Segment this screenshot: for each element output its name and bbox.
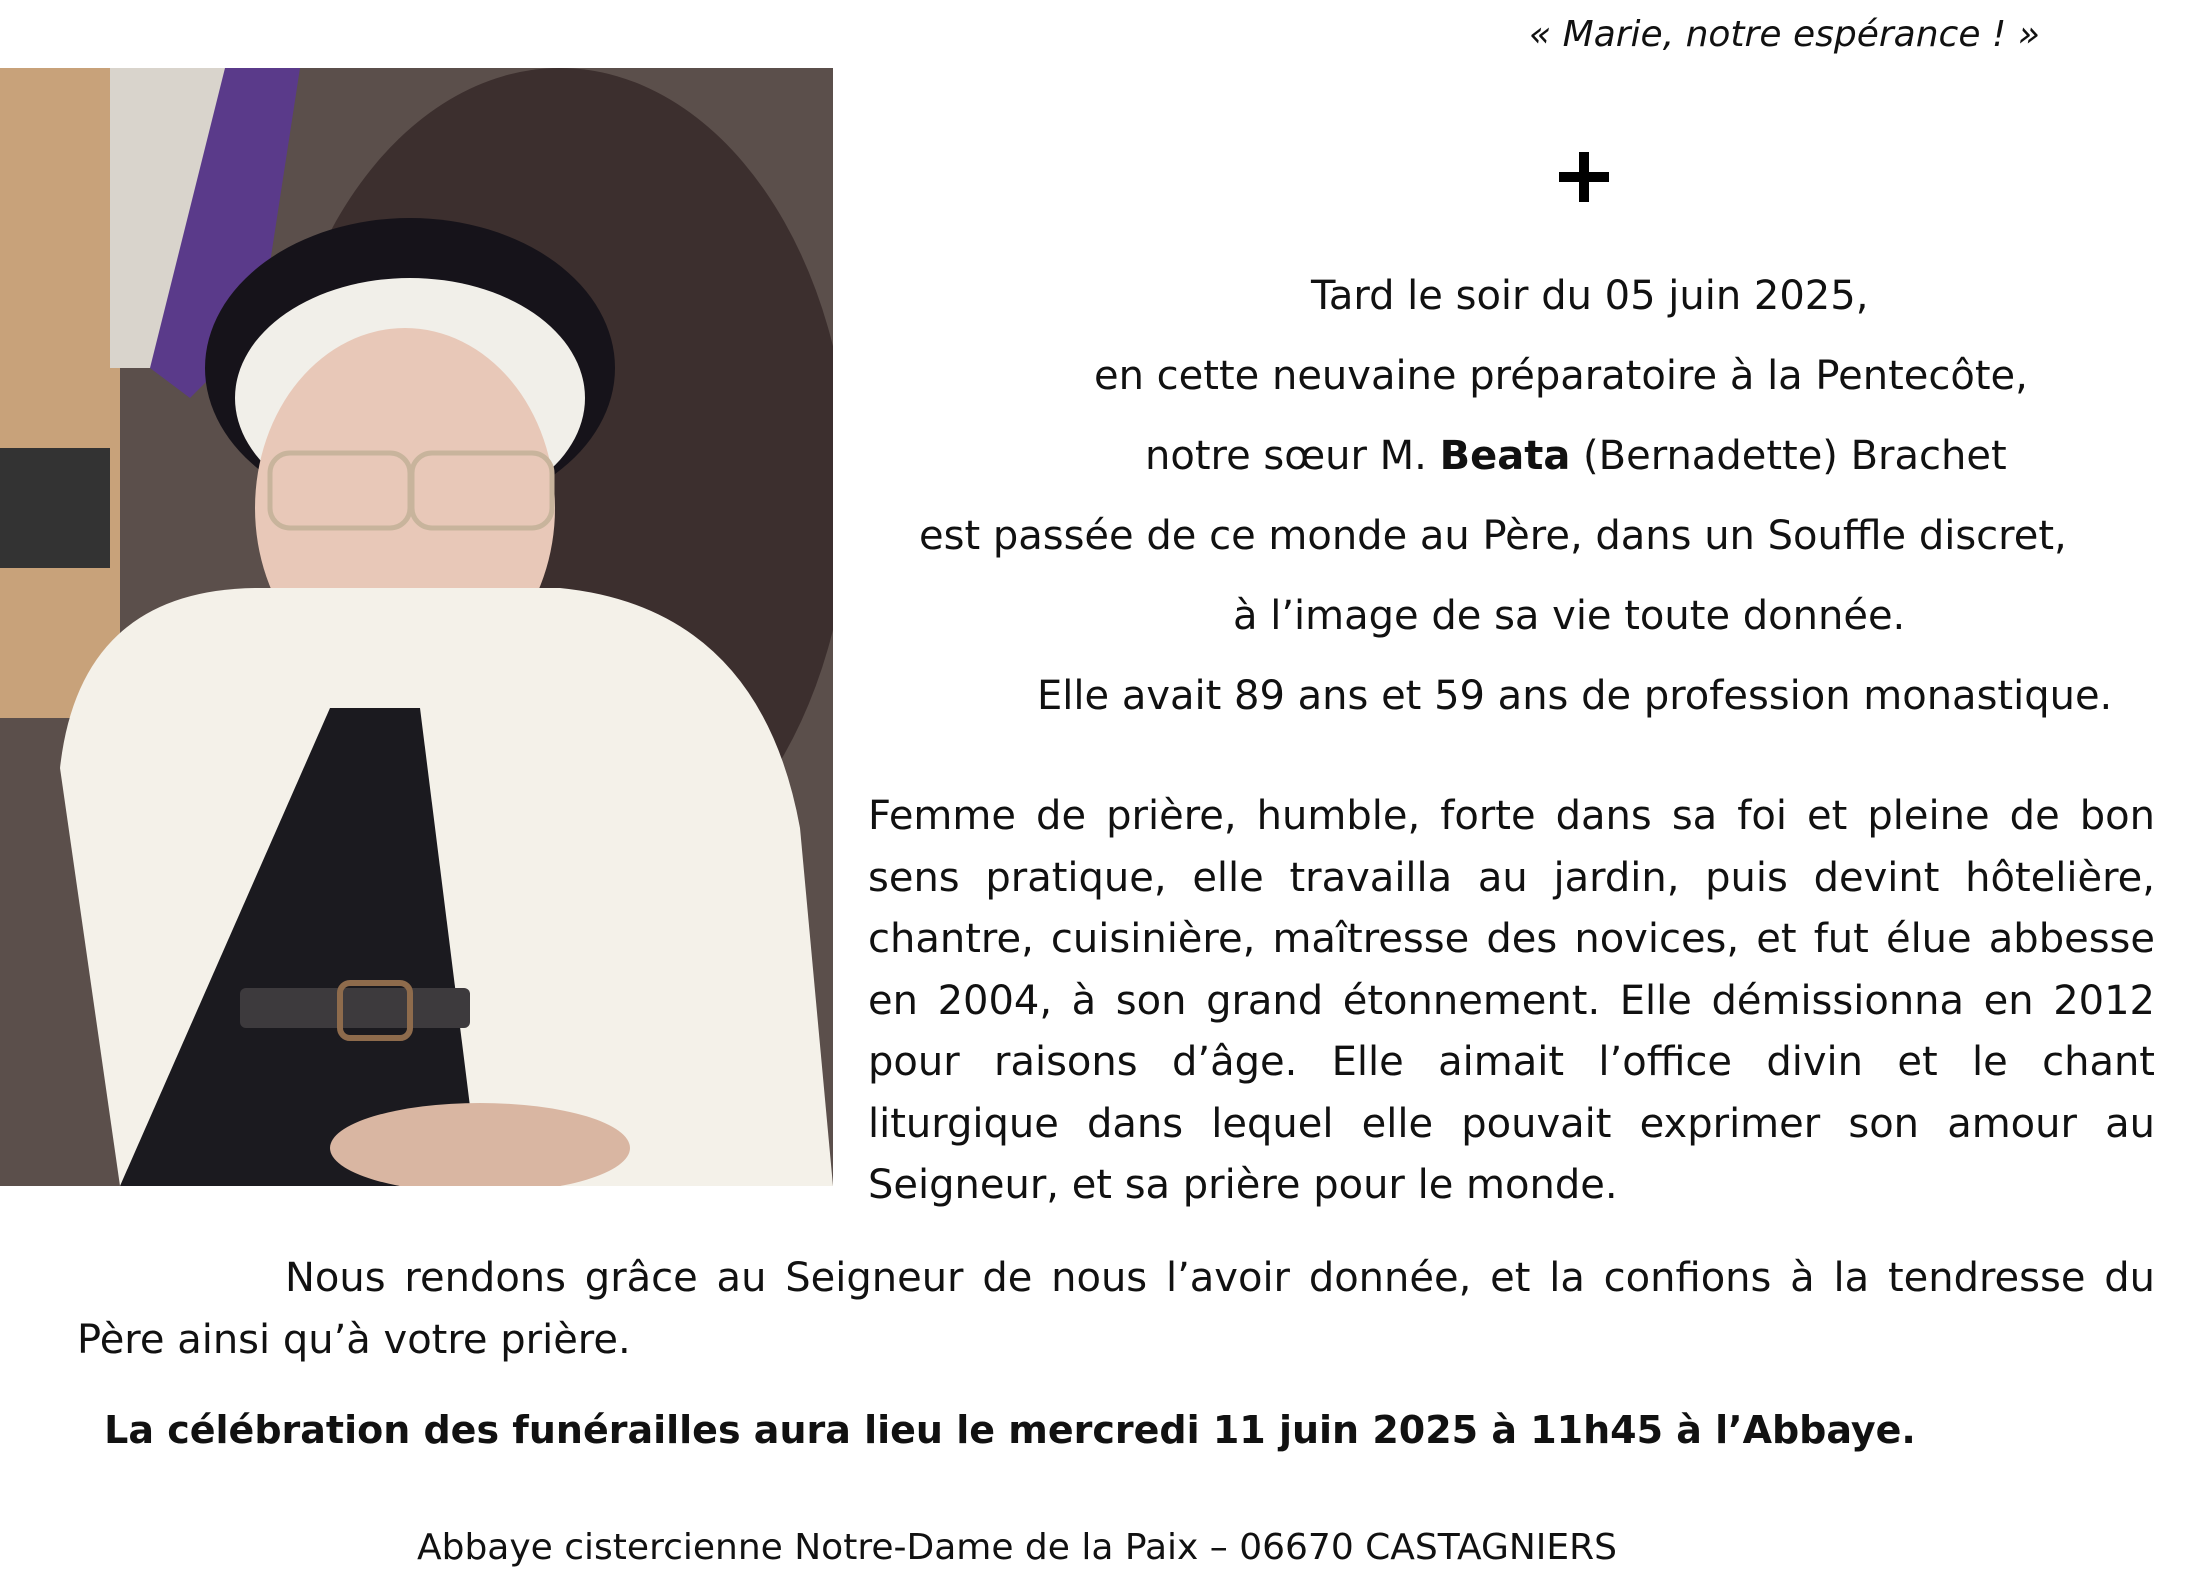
announcement-line-4: est passée de ce monde au Père, dans un Souffle discret, (919, 513, 2067, 559)
announcement-line-3-suffix: (Bernadette) Brachet (1570, 433, 2007, 479)
portrait-illustration (0, 68, 833, 1186)
motto: « Marie, notre espérance ! » (1528, 14, 2040, 55)
announcement-line-5: à l’image de sa vie toute donnée. (1233, 593, 1906, 639)
announcement-line-3-prefix: notre sœur M. (1145, 433, 1440, 479)
cross-icon (1555, 150, 1615, 210)
thanks-paragraph: Nous rendons grâce au Seigneur de nous l’avoir donnée, et la confions à la tendresse du Père ainsi qu’à votre prière. (77, 1255, 2155, 1363)
religious-name: Beata (1439, 433, 1571, 479)
abbey-address: Abbaye cistercienne Notre-Dame de la Paix – 06670 CASTAGNIERS (416, 1527, 1618, 1568)
biography-paragraph: Femme de prière, humble, forte dans sa foi et pleine de bon sens pratique, elle travailla au jardin, puis devint hôtelière, chantre, cuisinière, maîtresse des novices, et fut élue abbesse en 2004, à son grand étonnement. Elle démissionna en 2012 pour raisons d’âge. Elle aimait l’office divin et le chant liturgique dans lequel elle pouvait exprimer son amour au Seigneur, et sa prière pour le monde. (868, 793, 2155, 1208)
announcement-line-6: Elle avait 89 ans et 59 ans de profession monastique. (1037, 673, 2113, 719)
announcement-line-3 (1145, 432, 2007, 480)
announcement-line-2: en cette neuvaine préparatoire à la Pentecôte, (1094, 353, 2028, 399)
portrait-photo (0, 68, 833, 1186)
funeral-notice: La célébration des funérailles aura lieu le mercredi 11 juin 2025 à 11h45 à l’Abbaye. (104, 1408, 1916, 1452)
announcement-line-1: Tard le soir du 05 juin 2025, (1311, 273, 1869, 319)
